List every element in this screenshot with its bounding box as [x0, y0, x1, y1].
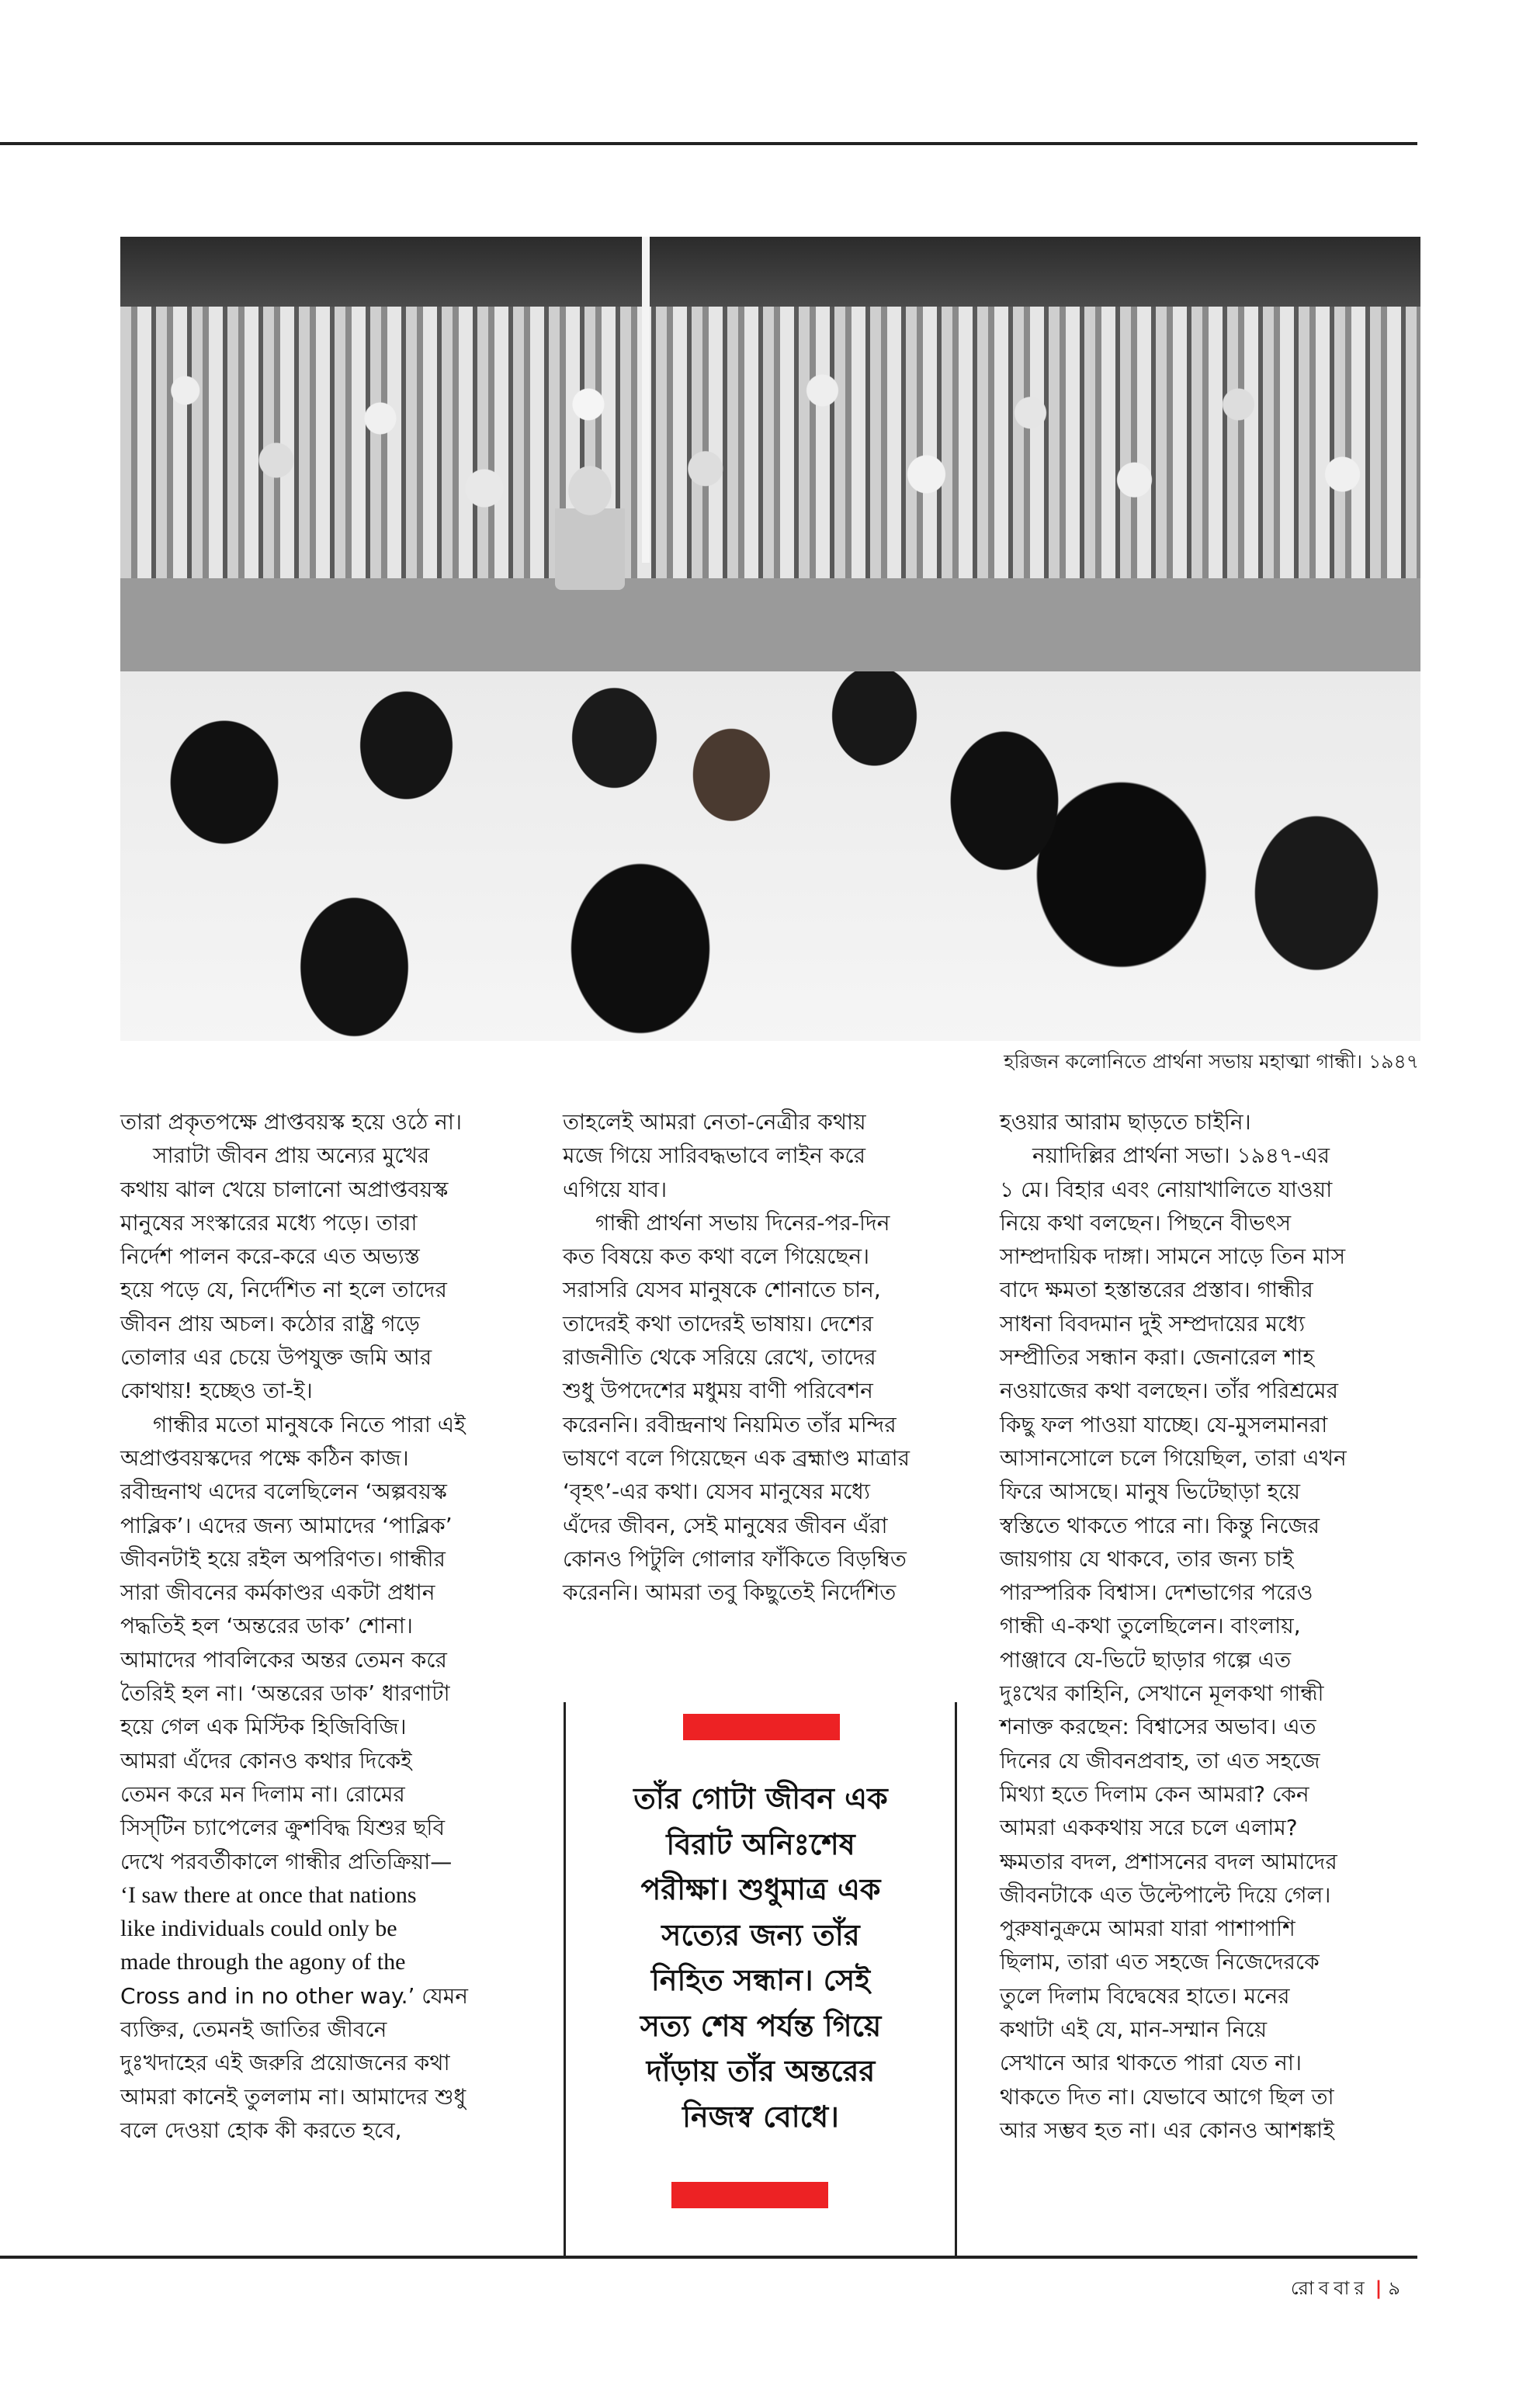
article-line: থাকতে দিত না। যেভাবে আগে ছিল তা [1000, 2083, 1334, 2110]
article-line: ছিলাম, তারা এত সহজে নিজেদেরকে [1000, 1949, 1320, 1975]
article-line: made through the agony of the [120, 1949, 406, 1975]
article-line: শুধু উপদেশের মধুময় বাণী পরিবেশন [563, 1378, 873, 1404]
article-line: ক্ষমতার বদল, প্রশাসনের বদল আমাদের [1000, 1848, 1337, 1875]
article-line: Cross and in no other way.’ যেমন [120, 1982, 469, 2009]
page-footer [1291, 2275, 1400, 2301]
page-number: ৯ [1388, 2277, 1400, 2299]
article-line: জীবন প্রায় অচল। কঠোর রাষ্ট্র গড়ে [120, 1310, 420, 1337]
article-line: নওয়াজের কথা বলছেন। তাঁর পরিশ্রমের [1000, 1378, 1338, 1404]
article-line: বাদে ক্ষমতা হস্তান্তরের প্রস্তাব। গান্ধীর [1000, 1277, 1313, 1303]
article-column-right [1000, 1105, 1403, 2147]
article-line: সরাসরি যেসব মানুষকে শোনাতে চান, [563, 1277, 881, 1303]
article-line: এগিয়ে যাব। [563, 1176, 668, 1202]
article-line: হওয়ার আরাম ছাড়তে চাইনি। [1000, 1109, 1251, 1135]
bottom-rule [0, 2256, 1417, 2259]
article-line: করেননি। রবীন্দ্রনাথ নিয়মিত তাঁর মন্দির [563, 1411, 897, 1438]
pullquote-border-right [955, 1702, 957, 2256]
article-line: রাজনীতি থেকে সরিয়ে রেখে, তাদের [563, 1344, 876, 1371]
pullquote-line: বিরাট অনিঃশেষ [666, 1826, 855, 1861]
article-line: নিয়ে কথা বলছেন। পিছনে বীভৎস [1000, 1209, 1292, 1236]
article-line: শনাক্ত করছেন: বিশ্বাসের অভাব। এত [1000, 1714, 1316, 1740]
article-line: ‘বৃহৎ’-এর কথা। যেসব মানুষের মধ্যে [563, 1479, 870, 1505]
article-line: সাধনা বিবদমান দুই সম্প্রদায়ের মধ্যে [1000, 1310, 1306, 1337]
article-line: কথায় ঝাল খেয়ে চালানো অপ্রাপ্তবয়স্ক [120, 1176, 449, 1202]
article-line: সারাটা জীবন প্রায় অন্যের মুখের [153, 1143, 430, 1169]
article-line: অপ্রাপ্তবয়স্কদের পক্ষে কঠিন কাজ। [120, 1444, 409, 1471]
pullquote-line: সত্যের জন্য তাঁর [661, 1917, 860, 1952]
article-line: দেখে পরবর্তীকালে গান্ধীর প্রতিক্রিয়া— [120, 1848, 453, 1875]
article-line: গান্ধী এ-কথা তুলেছিলেন। বাংলায়, [1000, 1613, 1301, 1639]
article-line: করেননি। আমরা তবু কিছুতেই নির্দেশিত [563, 1580, 897, 1606]
article-line: গান্ধীর মতো মানুষকে নিতে পারা এই [153, 1411, 466, 1438]
photo-gandhi-figure [555, 466, 625, 590]
top-rule [0, 142, 1417, 145]
article-line: ১ মে। বিহার এবং নোয়াখালিতে যাওয়া [1000, 1176, 1333, 1202]
article-line: মানুষের সংস্কারের মধ্যে পড়ে। তারা [120, 1209, 418, 1236]
article-line: হয়ে গেল এক মিস্টিক হিজিবিজি। [120, 1714, 407, 1740]
article-line: কত বিষয়ে কত কথা বলে গিয়েছেন। [563, 1243, 870, 1270]
article-line: ভাষণে বলে গিয়েছেন এক ব্রহ্মাণ্ড মাত্রার [563, 1444, 910, 1471]
article-line: এঁদের জীবন, সেই মানুষের জীবন এঁরা [563, 1512, 888, 1538]
article-line: পদ্ধতিই হল ‘অন্তরের ডাক’ শোনা। [120, 1613, 413, 1639]
article-line: বলে দেওয়া হোক কী করতে হবে, [120, 2117, 402, 2143]
article-line: আমরা এঁদের কোনও কথার দিকেই [120, 1747, 412, 1774]
publication-name: রোববার [1290, 2277, 1369, 2299]
footer-separator: | [1375, 2277, 1382, 2299]
article-line: পুরুষানুক্রমে আমরা যারা পাশাপাশি [1000, 1916, 1295, 1942]
article-line: কথাটা এই যে, মান-সম্মান নিয়ে [1000, 2017, 1268, 2043]
pullquote-line: পরীক্ষা। শুধুমাত্র এক [640, 1872, 881, 1906]
photo-caption: হরিজন কলোনিতে প্রার্থনা সভায় মহাত্মা গান্ধী। ১৯৪৭ [1004, 1050, 1419, 1073]
article-line: পাঞ্জাবে যে-ভিটে ছাড়ার গল্পে এত [1000, 1646, 1292, 1673]
pullquote-line: তাঁর গোটা জীবন এক [633, 1781, 888, 1816]
article-line: নির্দেশ পালন করে-করে এত অভ্যস্ত [120, 1243, 420, 1270]
article-line: তারা প্রকৃতপক্ষে প্রাপ্তবয়স্ক হয়ে ওঠে না। [120, 1109, 462, 1135]
article-line: স্বস্তিতে থাকতে পারে না। কিন্তু নিজের [1000, 1512, 1320, 1538]
article-line: তেমন করে মন দিলাম না। রোমের [120, 1781, 405, 1807]
article-line: কোথায়! হচ্ছেও তা-ই। [120, 1378, 313, 1404]
article-line: সেখানে আর থাকতে পারা যেত না। [1000, 2050, 1302, 2076]
article-line: সারা জীবনের কর্মকাণ্ডর একটা প্রধান [120, 1580, 435, 1606]
article-column-left [120, 1105, 516, 2147]
pullquote-accent-bar-bottom [671, 2182, 828, 2208]
article-line: সাম্প্রদায়িক দাঙ্গা। সামনে সাড়ে তিন মাস [1000, 1243, 1346, 1270]
article-line: আসানসোলে চলে গিয়েছিল, তারা এখন [1000, 1444, 1347, 1471]
pullquote-border-left [564, 1702, 566, 2256]
article-line: দিনের যে জীবনপ্রবাহ, তা এত সহজে [1000, 1747, 1320, 1774]
photo-pole [642, 237, 650, 563]
article-line: মজে গিয়ে সারিবদ্ধভাবে লাইন করে [563, 1143, 866, 1169]
article-line: আমরা এককথায় সরে চলে এলাম? [1000, 1815, 1298, 1841]
article-line: তোলার এর চেয়ে উপযুক্ত জমি আর [120, 1344, 432, 1371]
article-line: জীবনটাই হয়ে রইল অপরিণত। গান্ধীর [120, 1545, 446, 1572]
pullquote [574, 1776, 947, 2139]
article-line: গান্ধী প্রার্থনা সভায় দিনের-পর-দিন [595, 1209, 890, 1236]
article-line: আমাদের পাবলিকের অন্তর তেমন করে [120, 1646, 447, 1673]
article-line: কোনও পিটুলি গোলার ফাঁকিতে বিড়ম্বিত [563, 1545, 907, 1572]
pullquote-line: নিজস্ব বোধে। [682, 2099, 839, 2134]
photo-crowd [120, 307, 1420, 586]
article-line: তৈরিই হল না। ‘অন্তরের ডাক’ ধারণাটা [120, 1680, 450, 1707]
photo-foreground-heads [120, 671, 1420, 1041]
pullquote-line: দাঁড়ায় তাঁর অন্তরের [646, 2054, 876, 2088]
article-line: হয়ে পড়ে যে, নির্দেশিত না হলে তাদের [120, 1277, 447, 1303]
article-line: রবীন্দ্রনাথ এদের বলেছিলেন ‘অল্পবয়স্ক [120, 1479, 447, 1505]
pullquote-accent-bar-top [683, 1714, 840, 1740]
pullquote-line: নিহিত সন্ধান। সেই [650, 1963, 871, 1997]
article-line: জায়গায় যে থাকবে, তার জন্য চাই [1000, 1545, 1294, 1572]
article-line: জীবনটাকে এত উল্টেপাল্টে দিয়ে গেল। [1000, 1881, 1331, 1908]
article-line: দুঃখের কাহিনি, সেখানে মূলকথা গান্ধী [1000, 1680, 1324, 1707]
gandhi-prayer-meeting-photo [120, 237, 1420, 1041]
article-line: ‘I saw there at once that nations [120, 1881, 417, 1908]
article-line: আমরা কানেই তুললাম না। আমাদের শুধু [120, 2083, 467, 2110]
article-line: তাদেরই কথা তাদেরই ভাষায়। দেশের [563, 1310, 873, 1337]
article-line: পাব্লিক’। এদের জন্য আমাদের ‘পাব্লিক’ [120, 1512, 453, 1538]
article-line: নয়াদিল্লির প্রার্থনা সভা। ১৯৪৭-এর [1032, 1143, 1330, 1169]
pullquote-line: সত্য শেষ পর্যন্ত গিয়ে [640, 2008, 882, 2043]
article-line: আর সম্ভব হত না। এর কোনও আশঙ্কাই [1000, 2117, 1334, 2143]
article-line: কিছু ফল পাওয়া যাচ্ছে। যে-মুসলমানরা [1000, 1411, 1328, 1438]
article-line: তাহলেই আমরা নেতা-নেত্রীর কথায় [563, 1109, 866, 1135]
article-line: দুঃখদাহের এই জরুরি প্রয়োজনের কথা [120, 2050, 450, 2076]
article-line: পারস্পরিক বিশ্বাস। দেশভাগের পরেও [1000, 1580, 1313, 1606]
article-line: সিস্‌টিন চ্যাপেলের ক্রুশবিদ্ধ যিশুর ছবি [120, 1815, 446, 1841]
article-line: ফিরে আসছে। মানুষ ভিটেছাড়া হয়ে [1000, 1479, 1300, 1505]
article-line: ব্যক্তির, তেমনই জাতির জীবনে [120, 2017, 387, 2043]
article-line: সম্প্রীতির সন্ধান করা। জেনারেল শাহ [1000, 1344, 1315, 1371]
article-column-middle [563, 1105, 939, 1609]
article-line: like individuals could only be [120, 1916, 397, 1942]
article-line: মিথ্যা হতে দিলাম কেন আমরা? কেন [1000, 1781, 1309, 1807]
article-line: তুলে দিলাম বিদ্বেষের হাতে। মনের [1000, 1982, 1290, 2009]
